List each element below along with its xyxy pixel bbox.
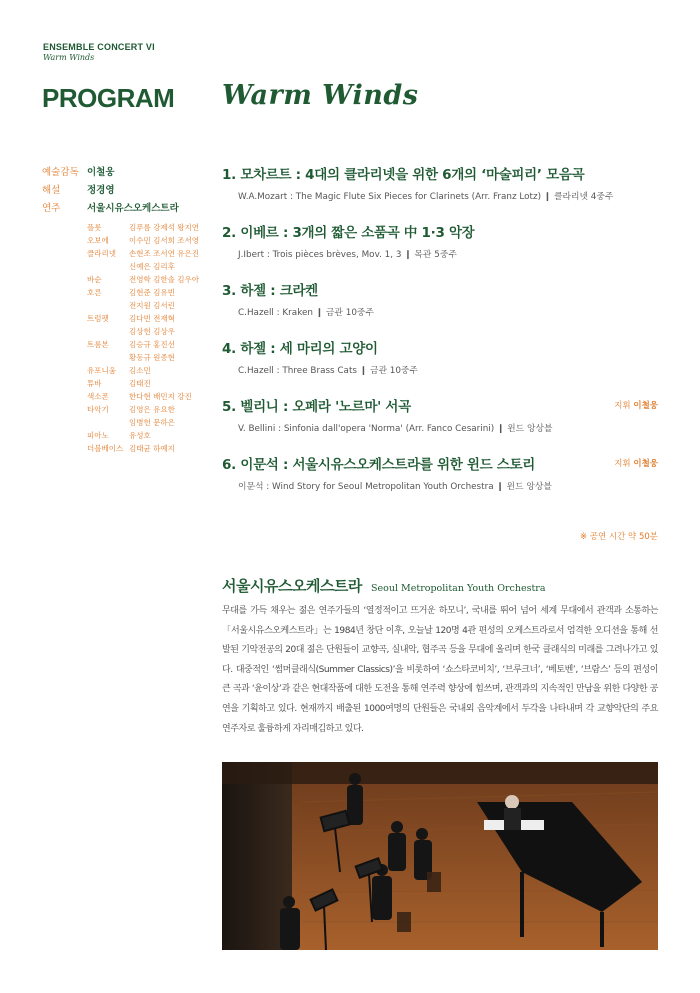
roster-instrument: 튜바 — [87, 379, 102, 388]
roster-row — [87, 378, 212, 391]
roster-player-names: 김태진 — [129, 379, 151, 388]
roster-player-names: 김태균 하예지 — [129, 444, 175, 453]
roster-player-names: 김상헌 김상우 — [129, 327, 175, 336]
roster-row — [87, 222, 212, 235]
program-item — [222, 395, 658, 434]
credit-role: 예술감독 — [42, 167, 79, 178]
credit-name: 서울시유스오케스트라 — [87, 203, 179, 214]
roster-instrument — [87, 326, 129, 339]
program-item-title: 3. 하젤 : 크라켄 — [222, 283, 318, 299]
roster-instrument — [87, 261, 129, 274]
roster-instrument: 색소폰 — [87, 392, 109, 401]
program-item-detail: C.Hazell : Kraken ❙ 금관 10중주 — [238, 308, 374, 318]
program-item — [222, 279, 658, 318]
roster-row — [87, 248, 212, 261]
roster-player-names: 김영은 유요한 — [129, 405, 175, 414]
roster-list — [87, 222, 212, 456]
roster-player-names: 한다현 배민지 강진 — [129, 392, 192, 401]
orchestra-name-en: Seoul Metropolitan Youth Orchestra — [371, 583, 546, 594]
program-item-detail: V. Bellini : Sinfonia dall'opera 'Norma' (Arr. Fanco Cesarini) ❙ 윈드 앙상블 — [238, 424, 553, 434]
roster-instrument: 바순 — [87, 275, 102, 284]
roster-row — [87, 313, 212, 326]
program-item — [222, 221, 658, 260]
credit-row — [42, 200, 212, 218]
roster-instrument — [87, 417, 129, 430]
conductor-label: 지휘 — [614, 401, 631, 411]
roster-player-names: 이수민 김서희 조서영 — [129, 236, 199, 245]
roster-player-names: 신예은 김리후 — [129, 262, 175, 271]
roster-instrument: 트롬본 — [87, 340, 109, 349]
roster-instrument — [87, 300, 129, 313]
program-list — [222, 163, 658, 492]
orchestra-heading — [222, 575, 545, 596]
credit-name: 이철웅 — [87, 167, 115, 178]
conductor-label: 지휘 — [614, 459, 631, 469]
roster-player-names: 김현준 김유빈 — [129, 288, 175, 297]
concert-title: Warm Winds — [222, 80, 419, 111]
roster-row — [87, 300, 212, 313]
credit-row — [42, 182, 212, 200]
roster-player-names: 전지원 김서린 — [129, 301, 175, 310]
program-heading: PROGRAM — [42, 83, 175, 113]
concert-subtitle: Warm Winds — [43, 53, 95, 62]
roster-player-names: 김푸름 강제석 왕지연 — [129, 223, 199, 232]
program-item-detail: W.A.Mozart : The Magic Flute Six Pieces for Clarinets (Arr. Franz Lotz) ❙ 클라리넷 4중주 — [238, 192, 614, 202]
orchestra-name-ko: 서울시유스오케스트라 — [222, 577, 362, 595]
conductor-name: 이철웅 — [633, 459, 658, 469]
conductor-name: 이철웅 — [633, 401, 658, 411]
roster-player-names: 임병헌 문하은 — [129, 418, 175, 427]
roster-instrument: 피아노 — [87, 431, 109, 440]
roster-row — [87, 287, 212, 300]
roster-instrument: 더블베이스 — [87, 444, 124, 453]
roster-player-names: 김소민 — [129, 366, 151, 375]
roster-instrument: 오보에 — [87, 236, 109, 245]
credit-row — [42, 164, 212, 182]
roster-row — [87, 443, 212, 456]
program-item-detail: 이문석 : Wind Story for Seoul Metropolitan Youth Orchestra ❙ 윈드 앙상블 — [238, 482, 552, 492]
roster-row — [87, 365, 212, 378]
program-item-title: 6. 이문석 : 서울시유스오케스트라를 위한 윈드 스토리 — [222, 457, 535, 473]
roster-player-names: 전영학 김한솔 김우아 — [129, 275, 199, 284]
credit-role: 해설 — [42, 185, 61, 196]
roster-instrument: 플룻 — [87, 223, 102, 232]
roster-player-names: 유성호 — [129, 431, 151, 440]
program-item-title: 1. 모차르트 : 4대의 클라리넷을 위한 6개의 ‘마술피리’ 모음곡 — [222, 167, 585, 183]
credit-role: 연주 — [42, 203, 61, 214]
program-item-detail: C.Hazell : Three Brass Cats ❙ 금관 10중주 — [238, 366, 418, 376]
roster-instrument: 타악기 — [87, 405, 109, 414]
photo-illustration — [222, 762, 658, 950]
program-item-title: 5. 벨리니 : 오페라 '노르마' 서곡 — [222, 399, 411, 415]
concert-series-label: ENSEMBLE CONCERT VI — [43, 42, 155, 52]
roster-instrument: 호른 — [87, 288, 102, 297]
credit-name: 정경영 — [87, 185, 115, 196]
roster-row — [87, 404, 212, 417]
roster-player-names: 손현조 조서연 유은진 — [129, 249, 199, 258]
roster-row — [87, 274, 212, 287]
ensemble-performance-photo — [222, 762, 658, 950]
program-item — [222, 453, 658, 492]
roster-row — [87, 391, 212, 404]
program-item-title: 4. 하젤 : 세 마리의 고양이 — [222, 341, 378, 357]
credits-column — [42, 164, 212, 456]
program-item — [222, 163, 658, 202]
roster-row — [87, 326, 212, 339]
program-item — [222, 337, 658, 376]
roster-player-names: 김승규 홍진선 — [129, 340, 175, 349]
roster-instrument: 유포니움 — [87, 366, 116, 375]
roster-instrument: 트럼펫 — [87, 314, 109, 323]
roster-player-names: 황동규 원종현 — [129, 353, 175, 362]
roster-instrument: 클라리넷 — [87, 249, 116, 258]
roster-row — [87, 339, 212, 352]
program-item-detail: J.Ibert : Trois pièces brèves, Mov. 1, 3 ❙ 목관 5중주 — [238, 250, 457, 260]
conductor-credit — [614, 399, 658, 411]
duration-note: ※ 공연 시간 약 50분 — [579, 532, 658, 542]
orchestra-description: 무대를 가득 채우는 젊은 연주가들의 ‘열정적이고 뜨거운 하모니’, 국내를 뛰어 넘어 세계 무대에서 관객과 소통하는 「서울시유스오케스트라」는 1984년 창단 이후, 오늘날 120명 4관 편성의 오케스트라로서 엄격한 오디션을 통해 선발된 기악전공의 20대 젊은 단원들이 교향곡, 실내악, 협주곡 등을 무대에 올리며 한국 클래식의 미래를 그려나가고 있다. 대중적인 ‘썸머클래식(Summer Classics)’을 비롯하여 ‘쇼스타코비치’, ‘브루크너’, ‘베토벤’, ‘브람스’ 등의 편성이 큰 곡과 ‘윤이상’과 같은 현대작품에 대한 도전을 통해 연주력 향상에 힘쓰며, 관객과의 지속적인 만남을 위한 다양한 공연을 기획하고 있다. 현재까지 배출된 1000여명의 단원들은 국내외 음악계에서 두각을 나타내며 각 교향악단의 주요 연주자로 훌륭하게 자리매김하고 있다. — [222, 606, 658, 734]
roster-instrument — [87, 352, 129, 365]
roster-row — [87, 235, 212, 248]
conductor-credit — [614, 457, 658, 469]
program-item-title: 2. 이베르 : 3개의 짧은 소품곡 中 1·3 악장 — [222, 225, 475, 241]
roster-row — [87, 261, 212, 274]
roster-row — [87, 430, 212, 443]
roster-row — [87, 352, 212, 365]
roster-row — [87, 417, 212, 430]
roster-player-names: 김다빈 전재혁 — [129, 314, 175, 323]
